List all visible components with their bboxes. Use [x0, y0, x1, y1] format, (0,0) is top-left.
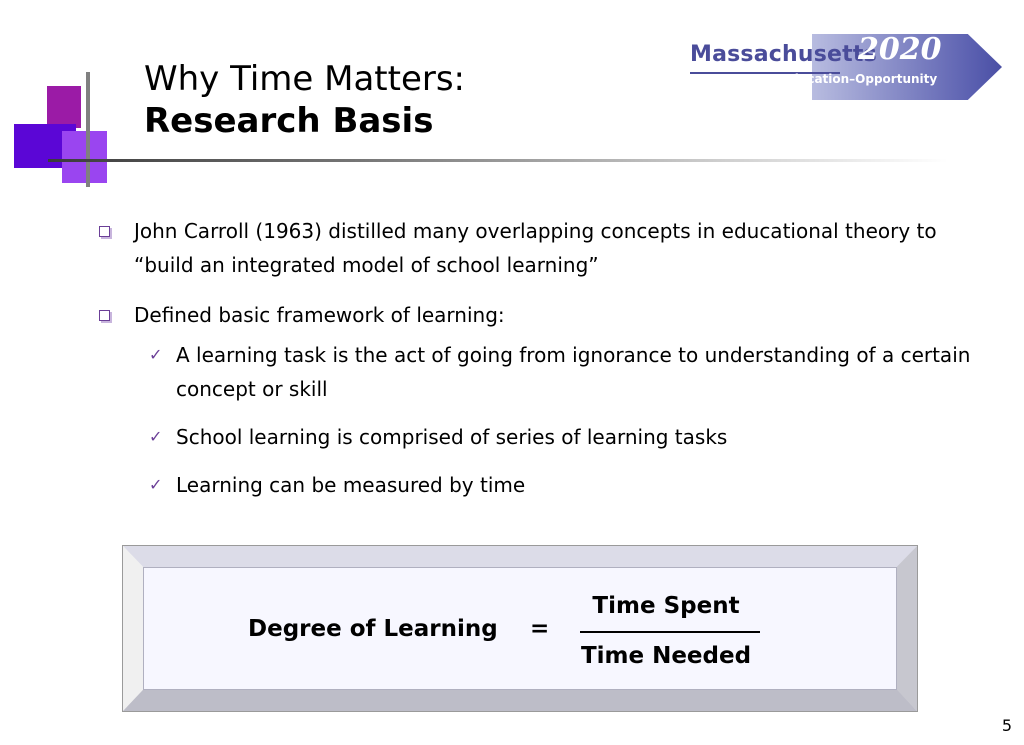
decorative-square-violet: [62, 131, 107, 183]
hollow-square-icon: [99, 226, 110, 237]
title-divider: [48, 159, 948, 162]
bullet-item: [96, 298, 976, 332]
logo-name: Massachusetts: [690, 42, 877, 67]
frame-bevel-right: [897, 546, 917, 711]
frame-bevel-top: [123, 546, 917, 567]
logo-year: 2020: [858, 32, 942, 67]
formula-numerator: Time Spent: [592, 593, 740, 619]
sub-bullet-item: [96, 338, 976, 406]
bullet-text: John Carroll (1963) distilled many overlapping concepts in educational theory to “build an integrated model of school learning”: [134, 219, 937, 277]
hollow-square-icon: [99, 310, 110, 321]
formula-left-term: Degree of Learning: [248, 616, 498, 642]
logo-tagline: Education–Opportunity: [782, 72, 938, 86]
checkmark-icon: ✓: [149, 345, 163, 364]
checkmark-icon: ✓: [149, 475, 163, 494]
bullet-item: [96, 214, 976, 282]
sub-bullet-item: [96, 420, 976, 454]
sub-bullet-text: School learning is comprised of series of learning tasks: [176, 425, 728, 449]
checkmark-icon: ✓: [149, 427, 163, 446]
bullet-list: [96, 214, 976, 516]
bullet-text: Defined basic framework of learning:: [134, 303, 505, 327]
frame-bevel-bottom: [123, 690, 917, 711]
formula-equals-sign: =: [530, 616, 550, 642]
title-line-1: Why Time Matters:: [144, 59, 466, 99]
formula-frame: [122, 545, 918, 712]
frame-bevel-left: [123, 546, 143, 711]
page-number: 5: [1001, 716, 1012, 735]
title-line-2: Research Basis: [144, 101, 434, 141]
slide-title: [144, 58, 465, 142]
formula-denominator: Time Needed: [580, 643, 752, 669]
massachusetts-2020-logo: [690, 32, 1002, 100]
fraction-bar: [580, 631, 760, 633]
decorative-vertical-rule: [86, 72, 90, 187]
sub-bullet-item: [96, 468, 976, 502]
sub-bullet-text: A learning task is the act of going from ignorance to understanding of a certain concept or skill: [176, 343, 971, 401]
decorative-square-magenta: [47, 86, 81, 128]
sub-bullet-text: Learning can be measured by time: [176, 473, 526, 497]
